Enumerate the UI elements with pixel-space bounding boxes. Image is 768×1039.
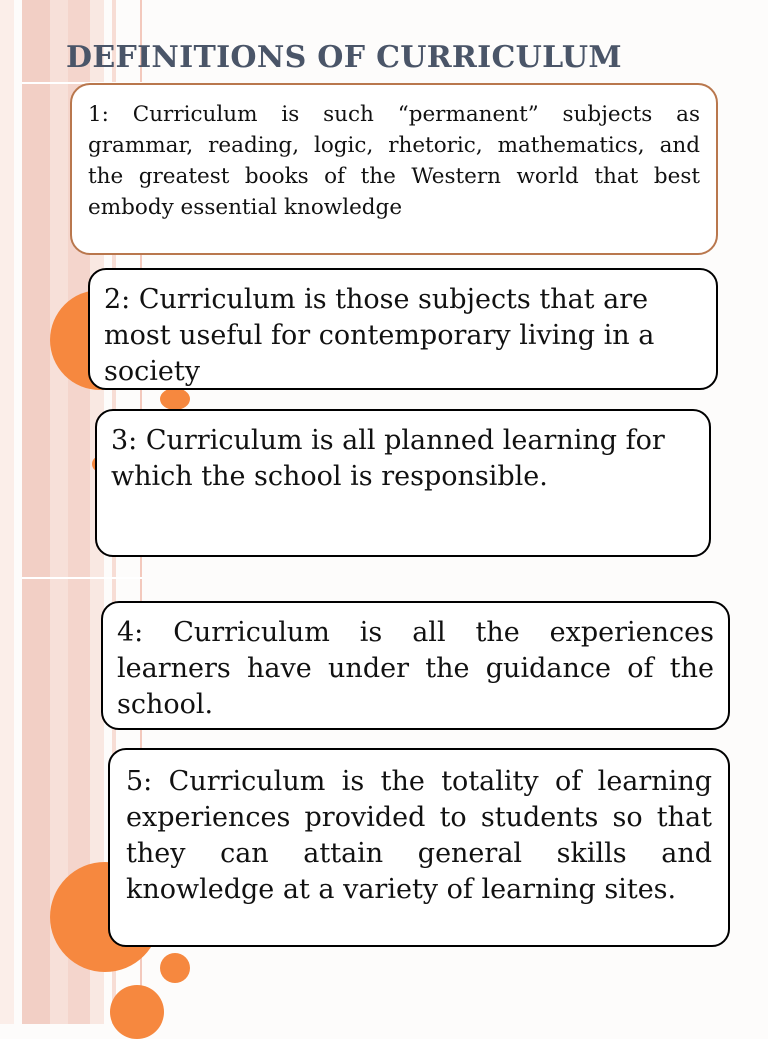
definition-text: 5: Curriculum is the totality of learning experiences provided to students so that they can attain general skills and knowledge at a variety of learning sites.	[126, 766, 712, 905]
definition-box-5	[108, 748, 730, 947]
definition-box-2	[88, 268, 718, 390]
decorative-circle	[160, 388, 190, 410]
decorative-circle	[160, 953, 190, 983]
stripe	[0, 0, 14, 1024]
definition-box-4	[101, 601, 730, 730]
definition-text: 3: Curriculum is all planned learning for which the school is responsible.	[111, 425, 665, 492]
definition-text: 1: Curriculum is such “permanent” subjects as grammar, reading, logic, rhetoric, mathematics, and the greatest books of the Western world that best embody essential knowledge	[88, 102, 700, 220]
definition-text: 4: Curriculum is all the experiences learners have under the guidance of the school.	[117, 617, 714, 720]
divider	[22, 577, 142, 579]
slide-title: DEFINITIONS OF CURRICULUM	[66, 40, 622, 75]
definition-box-3	[95, 409, 711, 557]
decorative-circle	[110, 985, 164, 1039]
definition-text: 2: Curriculum is those subjects that are most useful for contemporary living in a society	[104, 284, 655, 387]
stripe	[50, 0, 68, 1024]
definition-box-1	[70, 83, 718, 255]
stripe	[22, 0, 50, 1024]
